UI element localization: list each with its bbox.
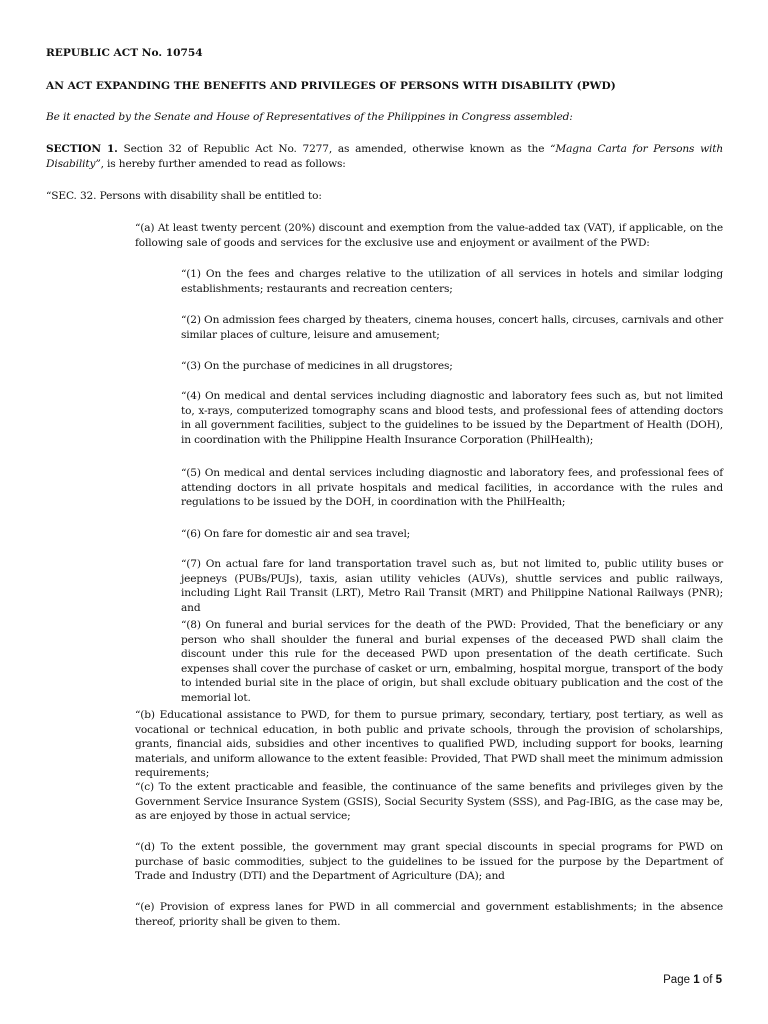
item-3: “(3) On the purchase of medicines in all drugstores; (181, 360, 453, 372)
item-5: “(5) On medical and dental services including diagnostic and laboratory fees, and professional fees of attending doctors in all private hospitals and medical facilities, in accordance with the rules and regulations to be issued by the DOH, in coordination with the PhilHealth; (181, 467, 723, 509)
item-8: “(8) On funeral and burial services for the death of the PWD: Provided, That the beneficiary or any person who shall shoulder the funeral and burial expenses of the deceased PWD shall claim the discount under this rule for the deceased PWD upon presentation of the death certificate. Such expenses shall cover the purchase of casket or urn, embalming, hospital morgue, transport of the body to intended burial site in the place of origin, but shall exclude obituary publication and the cost of the memorial lot. (181, 619, 723, 704)
section-1-label: SECTION 1. (46, 143, 118, 155)
item-7: “(7) On actual fare for land transportation travel such as, but not limited to, public utility buses or jeepneys (PUBs/PUJs), taxis, asian utility vehicles (AUVs), shuttle services and public railways, including Light Rail Transit (LRT), Metro Rail Transit (MRT) and Philippine National Railways (PNR); and (181, 558, 723, 614)
enacting-clause: Be it enacted by the Senate and House of Representatives of the Philippines in Congress assembled: (46, 111, 573, 123)
section-1-law-name: “Magna Carta for Persons with Disability” (46, 143, 724, 170)
paragraph-a: “(a) At least twenty percent (20%) discount and exemption from the value-added tax (VAT), if applicable, on the following sale of goods and services for the exclusive use and enjoyment or availment of the PWD: (135, 222, 723, 249)
paragraph-d: “(d) To the extent possible, the government may grant special discounts in special programs for PWD on purchase of basic commodities, subject to the guidelines to be issued for the purpose by the Department of Trade and Industry (DTI) and the Department of Agriculture (DA); and (135, 841, 723, 883)
section-1-paragraph (46, 142, 723, 171)
section-1-text-after: , is hereby further amended to read as follows: (100, 157, 346, 170)
section-1-text-before: Section 32 of Republic Act No. 7277, as amended, otherwise known as the (117, 143, 551, 155)
sec-32-intro: “SEC. 32. Persons with disability shall be entitled to: (46, 190, 322, 202)
item-1: “(1) On the fees and charges relative to the utilization of all services in hotels and similar lodging establishments; restaurants and recreation centers; (181, 268, 723, 295)
paragraph-e: “(e) Provision of express lanes for PWD in all commercial and government establishments; in the absence thereof, priority shall be given to them. (135, 901, 723, 928)
act-title: AN ACT EXPANDING THE BENEFITS AND PRIVILEGES OF PERSONS WITH DISABILITY (PWD) (46, 80, 616, 92)
page-word: Page (663, 974, 690, 986)
item-2: “(2) On admission fees charged by theaters, cinema houses, concert halls, circuses, carnivals and other similar places of culture, leisure and amusement; (181, 314, 724, 341)
paragraph-c: “(c) To the extent practicable and feasible, the continuance of the same benefits and privileges given by the Government Service Insurance System (GSIS), Social Security System (SSS), and Pag-IBIG, as the case may be, as are enjoyed by those in actual service; (135, 781, 723, 823)
page-total: 5 (715, 974, 722, 986)
page-current: 1 (693, 974, 700, 986)
item-6: “(6) On fare for domestic air and sea travel; (181, 528, 411, 540)
of-word: of (702, 974, 713, 986)
act-number: REPUBLIC ACT No. 10754 (46, 47, 203, 59)
paragraph-b: “(b) Educational assistance to PWD, for them to pursue primary, secondary, tertiary, post tertiary, as well as vocational or technical education, in both public and private schools, through the provision of scholarships, grants, financial aids, subsidies and other incentives to qualified PWD, including support for books, learning materials, and uniform allowance to the extent feasible: Provided, That PWD shall meet the minimum admission requirements; (135, 709, 723, 780)
page-number-footer (663, 974, 722, 986)
item-4: “(4) On medical and dental services including diagnostic and laboratory fees such as, but not limited to, x-rays, computerized tomography scans and blood tests, and professional fees of attending doctors in all government facilities, subject to the guidelines to be issued by the Department of Health (DOH), in coordination with the Philippine Health Insurance Corporation (PhilHealth); (181, 390, 723, 446)
